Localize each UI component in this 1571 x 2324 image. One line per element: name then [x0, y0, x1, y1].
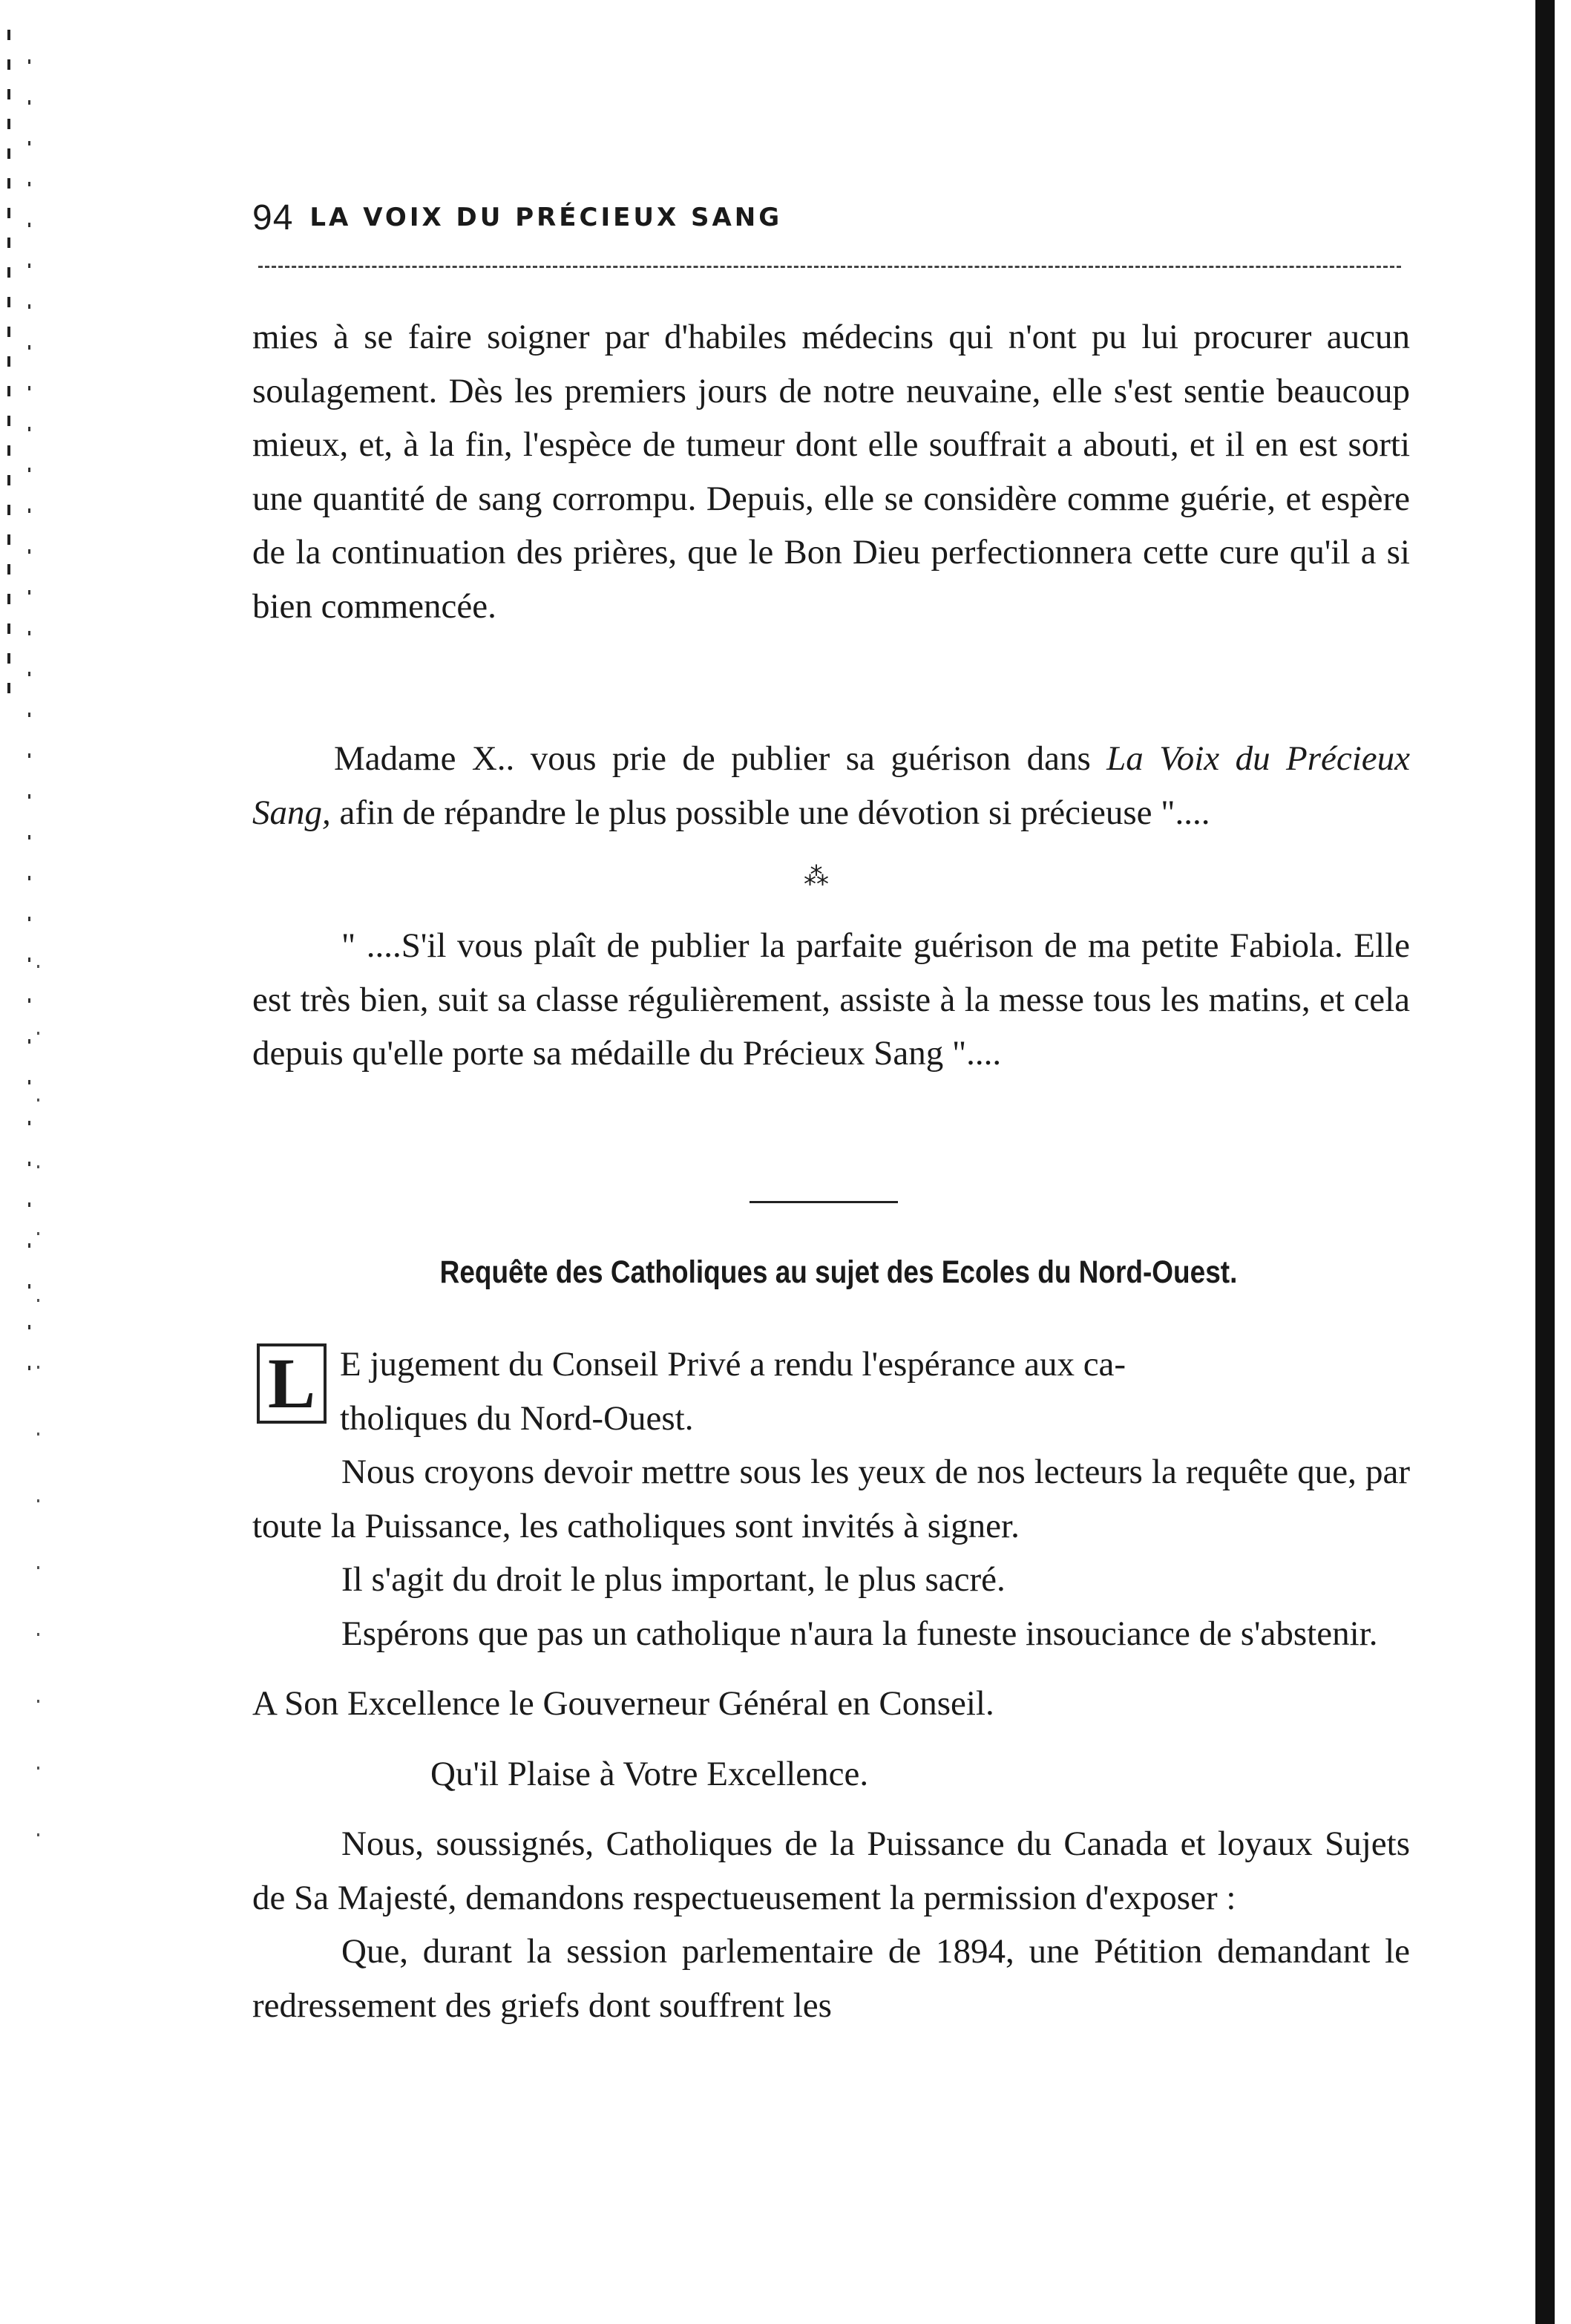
- header-rule: [258, 266, 1401, 268]
- page-header: [252, 192, 1410, 243]
- petition-salutation: Qu'il Plaise à Votre Excellence.: [430, 1754, 869, 1793]
- paragraph-text: [252, 732, 1410, 839]
- paragraph-line: tholiques du Nord-Ouest.: [340, 1398, 694, 1438]
- paragraph-text: Nous, soussignés, Catholiques de la Puissance du Canada et loyaux Sujets de Sa Majesté, demandons respectueusement la permission d'exposer :: [252, 1824, 1410, 1917]
- running-title: LA VOIX DU PRÉCIEUX SANG: [309, 203, 783, 232]
- paragraph-text: mies à se faire soigner par d'habiles médecins qui n'ont pu lui procurer aucun soulagement. Dès les premiers jours de notre neuvaine, elle s'est sentie beaucoup mieux, et, à la fin, l'espèce de tumeur dont elle souffrait a abouti, et il en est sorti une quantité de sang corrompu. Depuis, elle se considère comme guérie, et espère de la continuation des prières, que le Bon Dieu perfectionnera cette cure qu'il a si bien commencée.: [252, 318, 1410, 626]
- testimony-paragraph-3: [252, 919, 1410, 1081]
- paragraph-text: Il s'agit du droit le plus important, le plus sacré.: [341, 1560, 1006, 1599]
- testimony-paragraph-2: [252, 732, 1410, 839]
- petition-address: A Son Excellence le Gouverneur Général en Conseil.: [252, 1684, 994, 1723]
- drop-cap-letter: L: [257, 1343, 327, 1424]
- petition-intro-paragraph: [252, 1338, 1410, 1445]
- scan-left-margin-noise: [0, 0, 82, 2324]
- page-number: 94: [252, 197, 294, 238]
- petition-body: [252, 1445, 1410, 2032]
- paragraph-text: Que, durant la session parlementaire de 1894, une Pétition demandant le redressement des griefs dont souffrent les: [252, 1932, 1410, 2025]
- section-divider-rule: [750, 1201, 898, 1203]
- section-title: Requête des Catholiques au sujet des Ecoles du Nord-Ouest.: [439, 1254, 1238, 1290]
- paragraph-line: E jugement du Conseil Privé a rendu l'espérance aux ca-: [340, 1345, 1126, 1384]
- testimony-paragraph-1: [252, 310, 1410, 633]
- paragraph-text: Nous croyons devoir mettre sous les yeux de nos lecteurs la requête que, par toute la Puissance, les catholiques sont invités à signer.: [252, 1453, 1410, 1545]
- asterism-divider: ⁂: [804, 862, 829, 891]
- publication-title: La Voix du Précieux Sang,: [252, 739, 1410, 832]
- paragraph-text: Espérons que pas un catholique n'aura la funeste insouciance de s'abstenir.: [341, 1614, 1378, 1653]
- paragraph-text: " ....S'il vous plaît de publier la parfaite guérison de ma petite Fabiola. Elle est très bien, suit sa classe régulièrement, assiste à la messe tous les matins, et cela depuis qu'elle porte sa médaille du Précieux Sang "....: [252, 926, 1410, 1073]
- paragraph-text-end: afin de répandre le plus possible une dévotion si précieuse "....: [330, 793, 1210, 832]
- paragraph-text-start: Madame X.. vous prie de publier sa guérison dans: [334, 739, 1107, 778]
- scan-right-edge-bar: [1535, 0, 1555, 2324]
